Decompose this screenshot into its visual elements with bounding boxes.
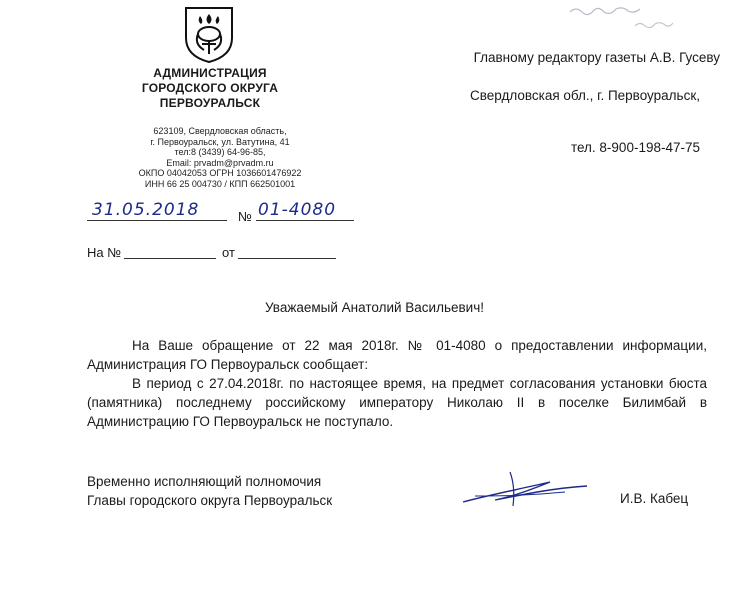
signatory-title-line1: Временно исполняющий полномочия [87,474,322,489]
registration-date: 31.05.2018 [92,200,200,220]
signatory-name: И.В. Кабец [620,491,689,506]
from-label: от [222,245,235,260]
recipient-phone: тел. 8-900-198-47-75 [570,140,700,155]
admin-title-line1: АДМИНИСТРАЦИЯ [153,66,267,80]
administration-title [100,66,320,111]
reference-label: На № [87,245,122,260]
handwritten-signature-icon [455,466,595,512]
recipient-line2: Свердловская обл., г. Первоуральск, [469,88,700,103]
number-sign: № [238,209,252,224]
letter-paragraph-2: В период с 27.04.2018г. по настоящее время, на предмет согласования установки бюста (памятника) последнему российскому императору Николаю II в поселке Билимбай в Администрацию ГО Первоуральск не поступало. [87,376,707,429]
address-line: ИНН 66 25 004730 / КПП 662501001 [144,178,296,189]
letter-greeting: Уважаемый Анатолий Васильевич! [264,300,484,315]
coat-of-arms-icon [180,4,238,64]
address-line: Email: prvadm@prvadm.ru [166,157,274,168]
date-underline [87,220,227,221]
number-underline [256,220,354,221]
admin-title-line3: ПЕРВОУРАЛЬСК [159,96,261,110]
address-line: 623109, Свердловская область, [153,126,287,136]
address-line: г. Первоуральск, ул. Ватутина, 41 [150,136,290,147]
recipient-line1: Главному редактору газеты А.В. Гусеву [473,50,720,65]
registration-number: 01-4080 [258,200,337,220]
signatory-title [87,472,332,510]
address-line: тел:8 (3439) 64-96-85, [174,147,266,157]
reference-underline [124,258,216,259]
address-block [120,126,320,189]
handwritten-note-icon [565,0,715,32]
address-line: ОКПО 04042053 ОГРН 1036601476922 [138,168,302,178]
from-underline [238,258,336,259]
signatory-title-line2: Главы городского округа Первоуральск [87,493,333,508]
admin-title-line2: ГОРОДСКОГО ОКРУГА [141,81,279,95]
letter-paragraph-1: На Ваше обращение от 22 мая 2018г. № 01-4080 о предоставлении информации, Администрация ГО Первоуральск сообщает: [87,338,707,372]
